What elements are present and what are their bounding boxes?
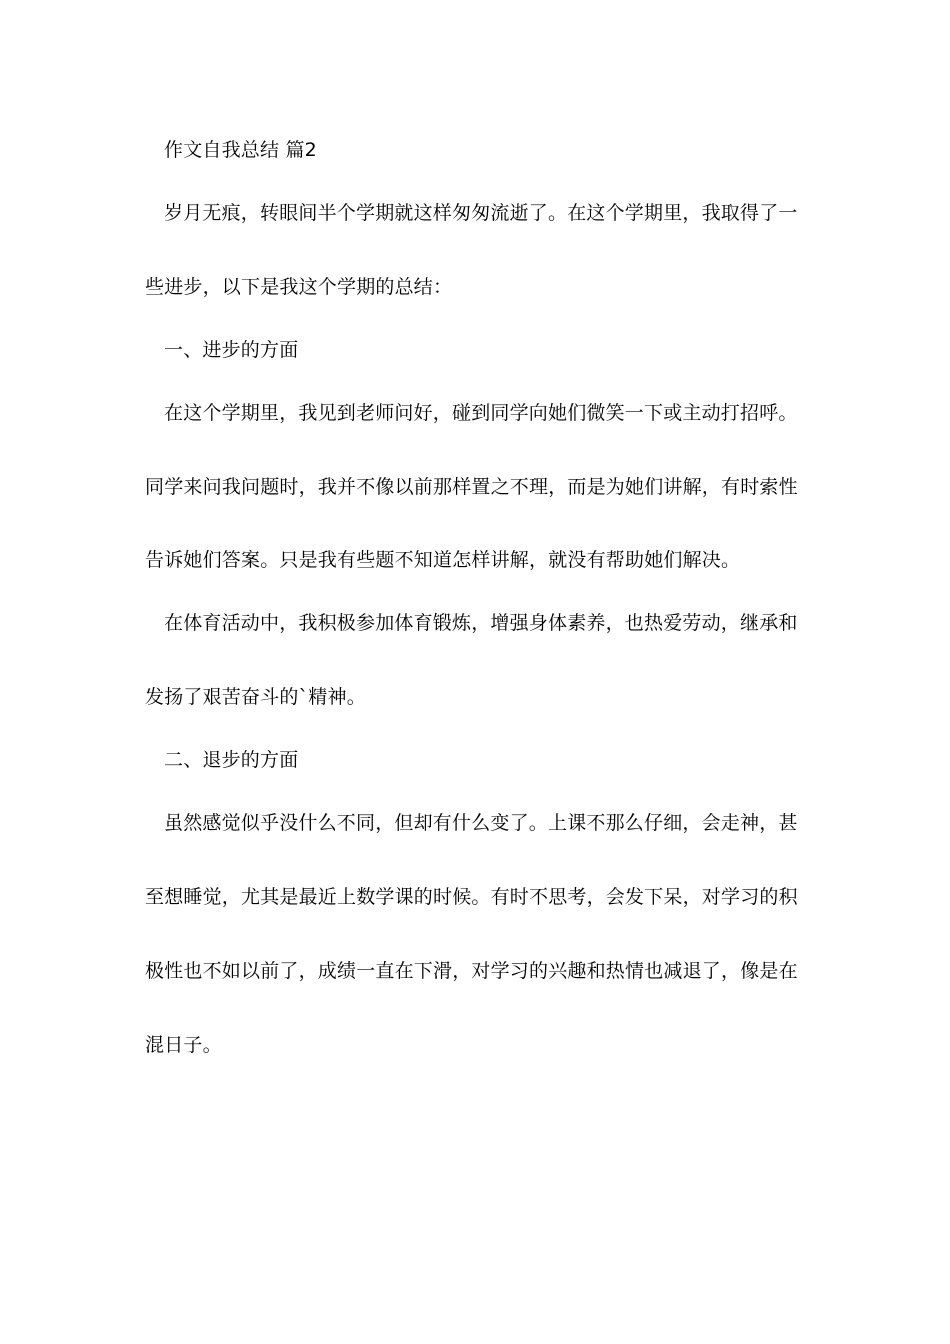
paragraph-line: 发扬了艰苦奋斗的`精神。 xyxy=(145,686,366,708)
section-heading: 二、退步的方面 xyxy=(164,749,299,771)
paragraph-line: 岁月无痕，转眼间半个学期就这样匆匆流逝了。在这个学期里，我取得了一 xyxy=(164,202,798,224)
paragraph-line: 极性也不如以前了，成绩一直在下滑，对学习的兴趣和热情也减退了，像是在 xyxy=(145,960,798,982)
paragraph-line: 些进步，以下是我这个学期的总结： xyxy=(145,276,453,298)
paragraph-line: 在体育活动中，我积极参加体育锻炼，增强身体素养，也热爱劳动，继承和 xyxy=(164,612,798,634)
paragraph-line: 同学来问我问题时，我并不像以前那样置之不理，而是为她们讲解，有时索性 xyxy=(145,476,798,498)
document-title: 作文自我总结 篇2 xyxy=(164,139,317,161)
paragraph-line: 在这个学期里，我见到老师问好，碰到同学向她们微笑一下或主动打招呼。 xyxy=(164,402,798,424)
paragraph-line: 虽然感觉似乎没什么不同，但却有什么变了。上课不那么仔细，会走神，甚 xyxy=(164,812,798,834)
section-heading: 一、进步的方面 xyxy=(164,339,299,361)
paragraph-line: 混日子。 xyxy=(145,1034,222,1056)
paragraph-line: 至想睡觉，尤其是最近上数学课的时候。有时不思考，会发下呆，对学习的积 xyxy=(145,886,798,908)
paragraph-line: 告诉她们答案。只是我有些题不知道怎样讲解，就没有帮助她们解决。 xyxy=(145,549,741,571)
